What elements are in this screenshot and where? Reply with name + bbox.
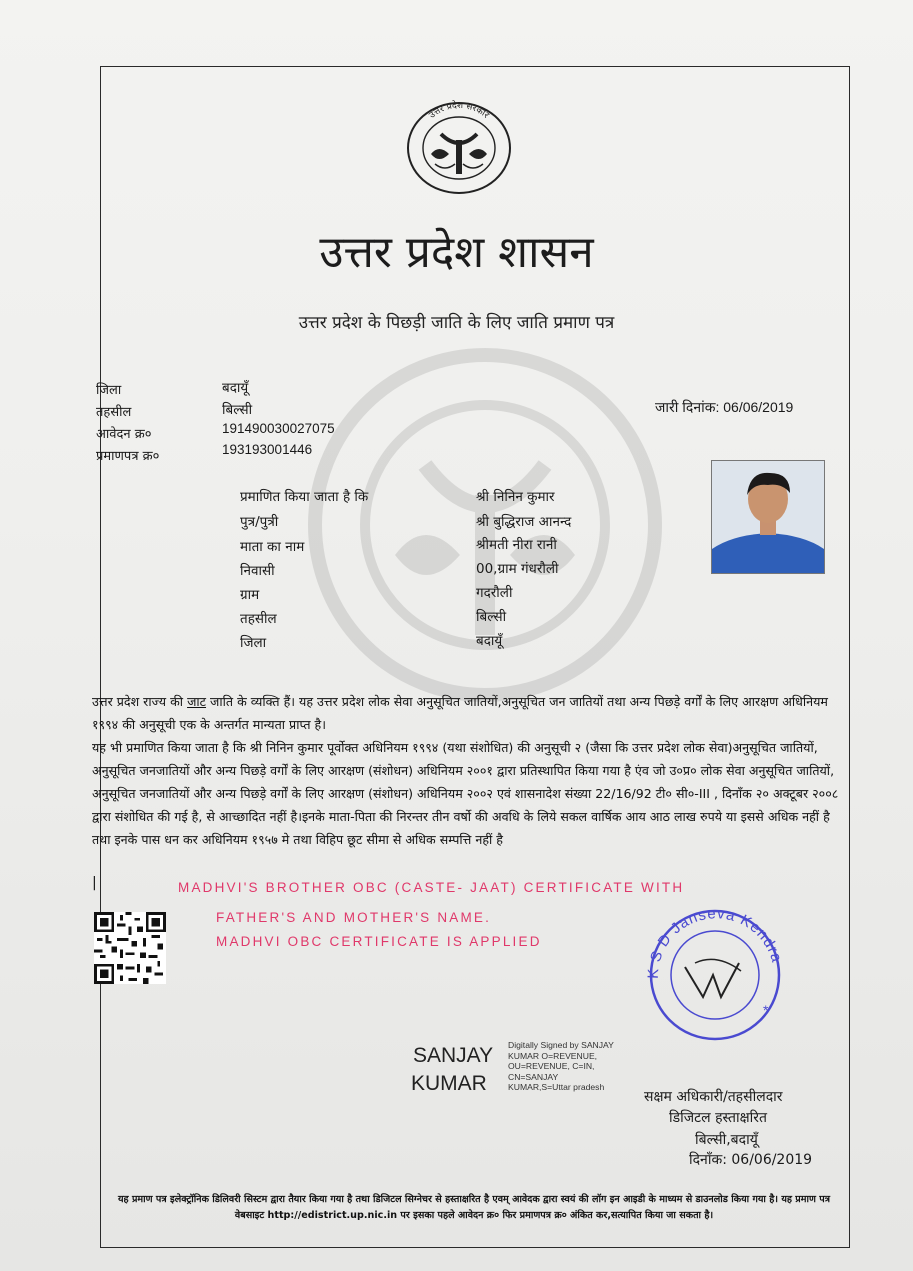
person-value: श्रीमती नीरा रानी [476,537,557,553]
body-text-fragment: उत्तर प्रदेश राज्य की [92,694,184,709]
person-label: प्रमाणित किया जाता है कि [240,489,369,505]
annotation-line-1: MADHVI'S BROTHER OBC (CASTE- JAAT) CERTIFICATE WITH [178,880,685,895]
district-label: जिला [96,383,122,398]
tehsil-label: तहसील [96,405,132,420]
janseva-kendra-stamp-icon [645,905,785,1045]
certificate-subtitle: उत्तर प्रदेश के पिछड़ी जाति के लिए जाति प्रमाण पत्र [298,313,615,333]
up-government-emblem-icon [405,100,513,196]
certificate-number: 193193001446 [222,442,313,457]
stamp-text: K S D Janseva Kendra [645,905,785,980]
emblem-text: उत्तर प्रदेश सरकार [427,100,491,121]
verification-footer: यह प्रमाण पत्र इलेक्ट्रॉनिक डिलिवरी सिस्टम द्वारा तैयार किया गया है तथा डिजिटल सिग्नेचर से हस्ताक्षरित है एवम् आवेदक द्वारा स्वयं की लॉग इन आइडी के माध्यम से डाउनलोड किया गया है। यह प्रमाण पत्र वेबसाइट http://edistrict.up.nic.in पर इसका पहले आवेदन क्र० फिर प्रमाणपत्र क्र० अंकित कर,सत्यापित किया जा सकता है। [117,1194,831,1221]
applicant-photo [711,460,825,574]
signer-name-line-1: SANJAY [413,1044,494,1067]
qr-code-icon [94,912,166,984]
body-text-fragment: जाति के व्यक्ति हैं। यह उत्तर प्रदेश लोक सेवा अनुसूचित जातियों,अनुसूचित जन जातियों तथा अन्य पिछड़े वर्गों के लिए आरक्षण अधिनियम १९९४ की अनुसूची एक के अन्तर्गत मान्यता प्राप्त है। [92,694,828,732]
authority-date: दिनाँक: 06/06/2019 [689,1152,813,1168]
person-value: 00,ग्राम गंधरौली [476,561,559,577]
caste-name: जाट [187,694,207,709]
person-value: श्री निनिन कुमार [476,489,555,505]
body-paragraph-1 [92,690,840,736]
authority-location: बिल्सी,बदायूँ [695,1132,758,1148]
signer-name-line-2: KUMAR [411,1072,487,1095]
certificate-label: प्रमाणपत्र क्र० [96,449,160,464]
person-label: पुत्र/पुत्री [240,514,279,530]
digital-signature-details: Digitally Signed by SANJAY KUMAR O=REVENUE, OU=REVENUE, C=IN, CN=SANJAY KUMAR,S=Uttar pradesh [508,1040,614,1092]
person-photo-icon [712,461,824,573]
person-label: निवासी [240,563,275,579]
svg-text:उत्तर प्रदेश सरकार [427,100,490,121]
person-label: जिला [240,635,267,651]
person-value: बिल्सी [476,609,507,625]
district-value: बदायूँ [222,380,249,396]
annotation-line-2: FATHER'S AND MOTHER'S NAME. [216,910,492,925]
certificate-body [92,690,840,851]
issue-date: जारी दिनांक: 06/06/2019 [655,399,794,415]
person-label: तहसील [240,611,277,627]
person-label: ग्राम [240,587,260,603]
person-value: गदरौली [476,585,513,601]
person-value: श्री बुद्धिराज आनन्द [476,514,572,530]
authority-title: सक्षम अधिकारी/तहसीलदार [644,1089,783,1105]
page-title: उत्तर प्रदेश शासन [319,227,594,278]
svg-text:*: * [763,1002,769,1018]
text-cursor: | [92,875,97,891]
authority-digital-signed: डिजिटल हस्ताक्षरित [669,1110,767,1126]
svg-text:K S D Janseva Kendra [645,905,785,979]
application-label: आवेदन क्र० [96,427,152,442]
application-number: 191490030027075 [222,421,335,436]
body-paragraph-2: यह भी प्रमाणित किया जाता है कि श्री निनिन कुमार पूर्वोक्त अधिनियम १९९४ (यथा संशोधित) की अनुसूची २ (जैसा कि उत्तर प्रदेश लोक सेवा)अनुसूचित जातियों, अनुसूचित जनजातियों और अन्य पिछड़े वर्गों के लिए आरक्षण (संशोधन) अधिनियम २००१ द्वारा प्रतिस्थापित किया गया है एंव जो उ०प्र० लोक सेवा अनुसूचित जातियों, अनुसूचित जनजातियों और अन्य पिछड़े वर्गों के लिए आरक्षण (संशोधन) अधिनियम २००२ एवं शासनादेश संख्या 22/16/92 टी० सी०-III , दिनाँक २० अक्टूबर २००८ द्वारा संशोधित की गई है, से आच्छादित नहीं है।इनके माता-पिता की निरन्तर तीन वर्षो की अवधि के लिये सकल वार्षिक आय आठ लाख रुपये या इससे अधिक नहीं है तथा इनके पास धन कर अधिनियम १९५७ मे तथा विहिप छूट सीमा से अधिक सम्पत्ति नहीं है [92,740,839,847]
tehsil-value: बिल्सी [222,402,253,418]
person-value: बदायूँ [476,633,503,649]
person-label: माता का नाम [240,539,305,555]
annotation-line-3: MADHVI OBC CERTIFICATE IS APPLIED [216,934,542,949]
